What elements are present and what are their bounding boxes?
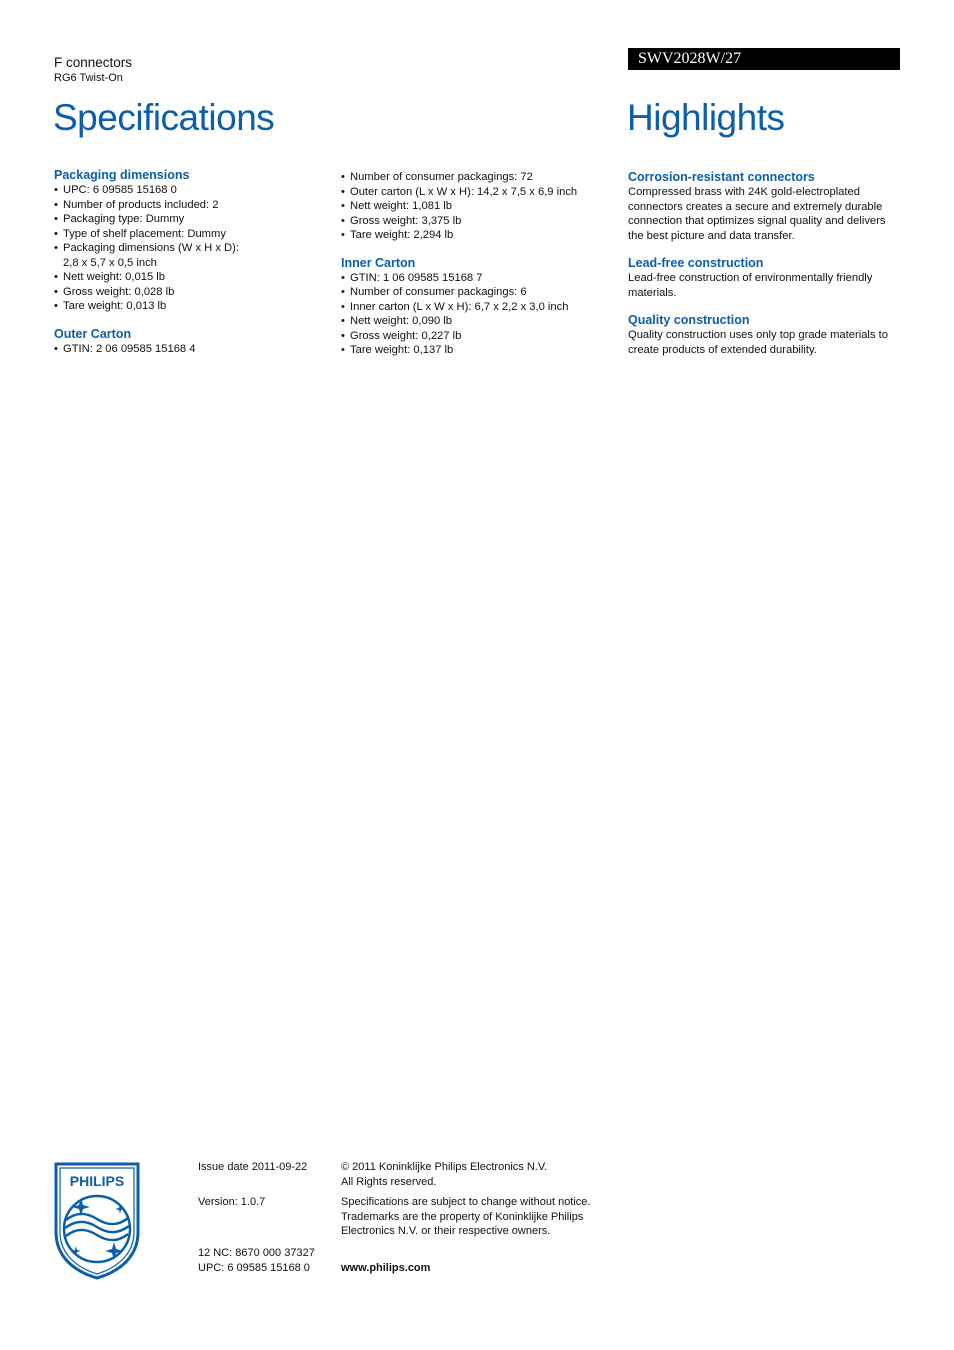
inner-carton-section (341, 256, 611, 358)
copyright-line: All Rights reserved. (341, 1175, 437, 1188)
nc-code: 12 NC: 8670 000 37327 (198, 1247, 315, 1259)
highlight-item (628, 170, 903, 243)
list-item: • GTIN: 2 06 09585 15168 4 (54, 342, 324, 357)
version: Version: 1.0.7 (198, 1196, 266, 1208)
product-subtitle: RG6 Twist-On (54, 72, 123, 84)
specs-column-1 (54, 168, 324, 369)
outer-carton-continued (341, 170, 611, 243)
list-item: • Tare weight: 0,137 lb (341, 343, 611, 358)
product-name: F connectors (54, 55, 133, 70)
section-heading: Packaging dimensions (54, 168, 190, 182)
website-link[interactable]: www.philips.com (341, 1262, 431, 1274)
philips-shield-icon (54, 1162, 140, 1280)
outer-carton-list-continued (341, 170, 611, 243)
model-number-bar: SWV2028W/27 (628, 48, 900, 70)
packaging-dimensions-section (54, 168, 324, 314)
highlights-column (628, 170, 903, 370)
inner-carton-list (341, 271, 611, 358)
copyright (341, 1160, 601, 1189)
list-item: • Gross weight: 0,227 lb (341, 329, 611, 344)
list-item: • Number of consumer packagings: 6 (341, 285, 611, 300)
packaging-dimensions-list (54, 183, 324, 314)
list-item: • GTIN: 1 06 09585 15168 7 (341, 271, 611, 286)
highlight-text: Lead-free construction of environmentally friendly materials. (628, 272, 873, 299)
highlight-heading: Quality construction (628, 313, 750, 327)
highlight-heading: Corrosion-resistant connectors (628, 170, 815, 184)
list-item: • Nett weight: 0,090 lb (341, 314, 611, 329)
issue-date: Issue date 2011-09-22 (198, 1161, 308, 1173)
list-item: • Outer carton (L x W x H): 14,2 x 7,5 x 6,9 inch (341, 185, 611, 200)
specs-column-2 (341, 170, 611, 371)
list-item: • Nett weight: 1,081 lb (341, 199, 611, 214)
list-item: • Type of shelf placement: Dummy (54, 227, 324, 242)
highlight-text: Quality construction uses only top grade materials to create products of extended durability. (628, 329, 888, 356)
section-heading: Outer Carton (54, 326, 132, 341)
list-item: • Packaging type: Dummy (54, 212, 324, 227)
outer-carton-section (54, 327, 324, 357)
highlight-item (628, 313, 903, 357)
highlight-text: Compressed brass with 24K gold-electroplated connectors creates a secure and extremely durable connection that optimizes signal quality and delivers the best picture and data transfer. (628, 186, 886, 242)
list-item: • Number of products included: 2 (54, 198, 324, 213)
legal-line: Trademarks are the property of Koninklijke Philips (341, 1210, 584, 1223)
highlight-item (628, 256, 903, 300)
list-item: • Tare weight: 2,294 lb (341, 228, 611, 243)
product-codes (198, 1246, 315, 1275)
list-item: • Inner carton (L x W x H): 6,7 x 2,2 x 3,0 inch (341, 300, 611, 315)
highlight-heading: Lead-free construction (628, 256, 764, 270)
list-item: • UPC: 6 09585 15168 0 (54, 183, 324, 198)
copyright-line: © 2011 Koninklijke Philips Electronics N.V. (341, 1161, 548, 1173)
list-item: • Number of consumer packagings: 72 (341, 170, 611, 185)
list-item: • Gross weight: 3,375 lb (341, 214, 611, 229)
section-heading: Inner Carton (341, 255, 416, 270)
outer-carton-list (54, 342, 324, 357)
philips-logo (54, 1162, 140, 1280)
upc-code: UPC: 6 09585 15168 0 (198, 1261, 310, 1274)
highlights-title: Highlights (627, 97, 785, 138)
list-item: • Nett weight: 0,015 lb (54, 270, 324, 285)
svg-text:PHILIPS: PHILIPS (69, 1173, 125, 1189)
legal-notice (341, 1195, 601, 1239)
list-item: • Gross weight: 0,028 lb (54, 285, 324, 300)
legal-line: Electronics N.V. or their respective owners. (341, 1225, 551, 1237)
list-item: • Packaging dimensions (W x H x D): 2,8 x 5,7 x 0,5 inch (54, 241, 253, 270)
legal-line: Specifications are subject to change without notice. (341, 1196, 591, 1208)
specifications-title: Specifications (53, 97, 275, 138)
list-item: • Tare weight: 0,013 lb (54, 299, 324, 314)
